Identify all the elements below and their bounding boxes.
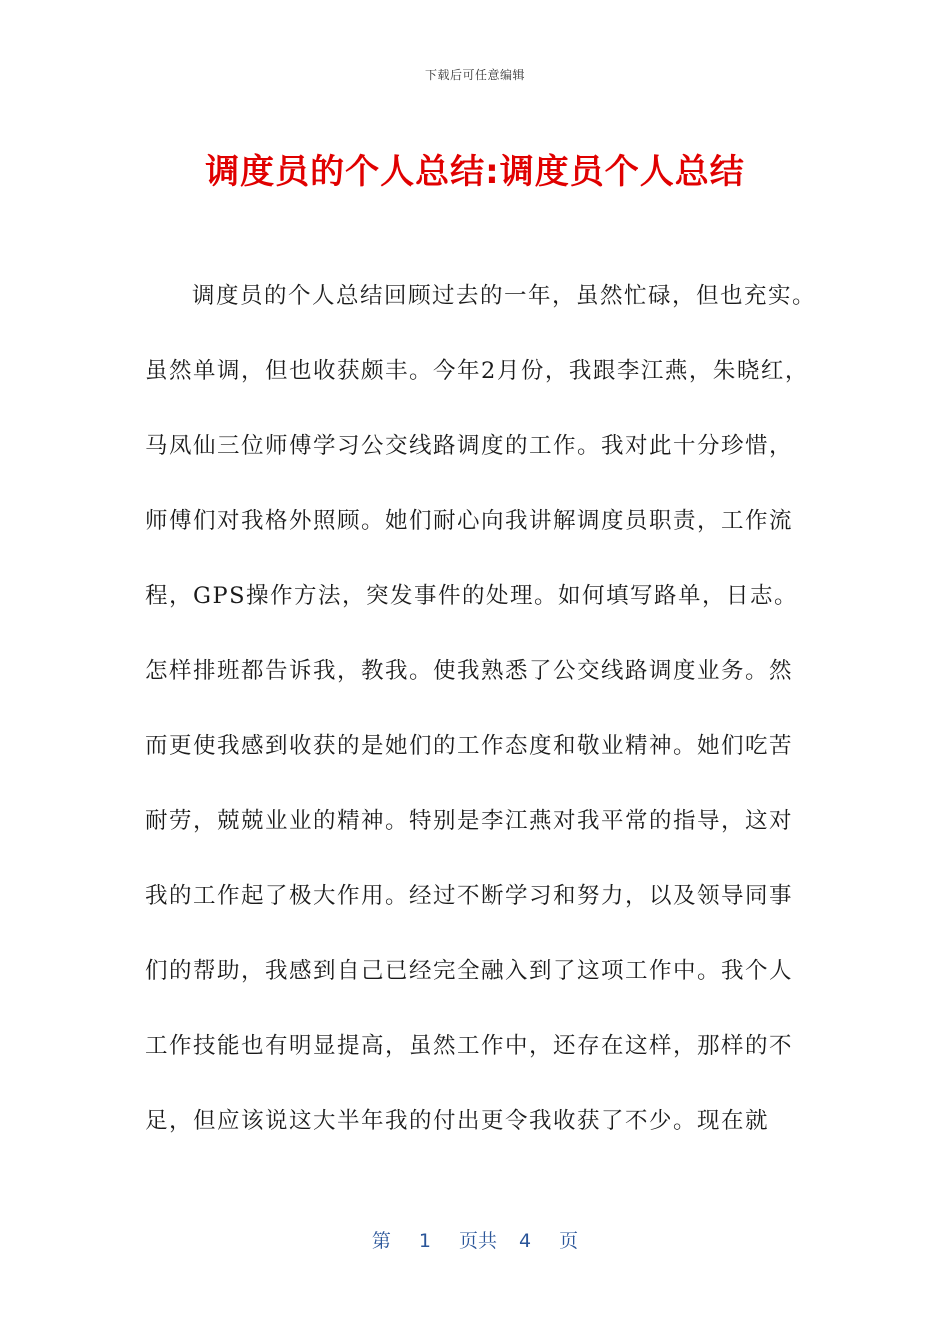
paragraph-line: 调度员的个人总结回顾过去的一年，虽然忙碌，但也充实。 bbox=[192, 283, 817, 309]
footer-total-pages: 4 bbox=[519, 1230, 532, 1252]
paragraph-line: 工作技能也有明显提高，虽然工作中，还存在这样，那样的不 bbox=[145, 1033, 794, 1059]
footer-suffix: 页 bbox=[559, 1230, 579, 1252]
page-footer bbox=[0, 1226, 950, 1253]
paragraph-line: 我的工作起了极大作用。经过不断学习和努力，以及领导同事 bbox=[145, 883, 794, 909]
paragraph-line: 程，GPS操作方法，突发事件的处理。如何填写路单，日志。 bbox=[145, 583, 799, 609]
paragraph-line: 马凤仙三位师傅学习公交线路调度的工作。我对此十分珍惜， bbox=[145, 433, 794, 459]
paragraph-line: 怎样排班都告诉我，教我。使我熟悉了公交线路调度业务。然 bbox=[145, 658, 794, 684]
paragraph-line: 师傅们对我格外照顾。她们耐心向我讲解调度员职责，工作流 bbox=[145, 508, 794, 534]
paragraph-line: 足，但应该说这大半年我的付出更令我收获了不少。现在就 bbox=[145, 1108, 770, 1134]
paragraph-line: 们的帮助，我感到自己已经完全融入到了这项工作中。我个人 bbox=[145, 958, 794, 984]
footer-current-page: 1 bbox=[418, 1230, 431, 1252]
document-title: 调度员的个人总结:调度员个人总结 bbox=[205, 152, 745, 192]
footer-middle: 页共 bbox=[458, 1230, 497, 1252]
footer-prefix: 第 bbox=[371, 1230, 391, 1252]
document-body bbox=[145, 276, 817, 1176]
paragraph-line: 耐劳，兢兢业业的精神。特别是李江燕对我平常的指导，这对 bbox=[145, 808, 794, 834]
paragraph-line: 而更使我感到收获的是她们的工作态度和敬业精神。她们吃苦 bbox=[145, 733, 794, 759]
header-note: 下载后可任意编辑 bbox=[424, 68, 525, 82]
paragraph-line: 虽然单调，但也收获颇丰。今年2月份，我跟李江燕，朱晓红， bbox=[145, 358, 809, 384]
